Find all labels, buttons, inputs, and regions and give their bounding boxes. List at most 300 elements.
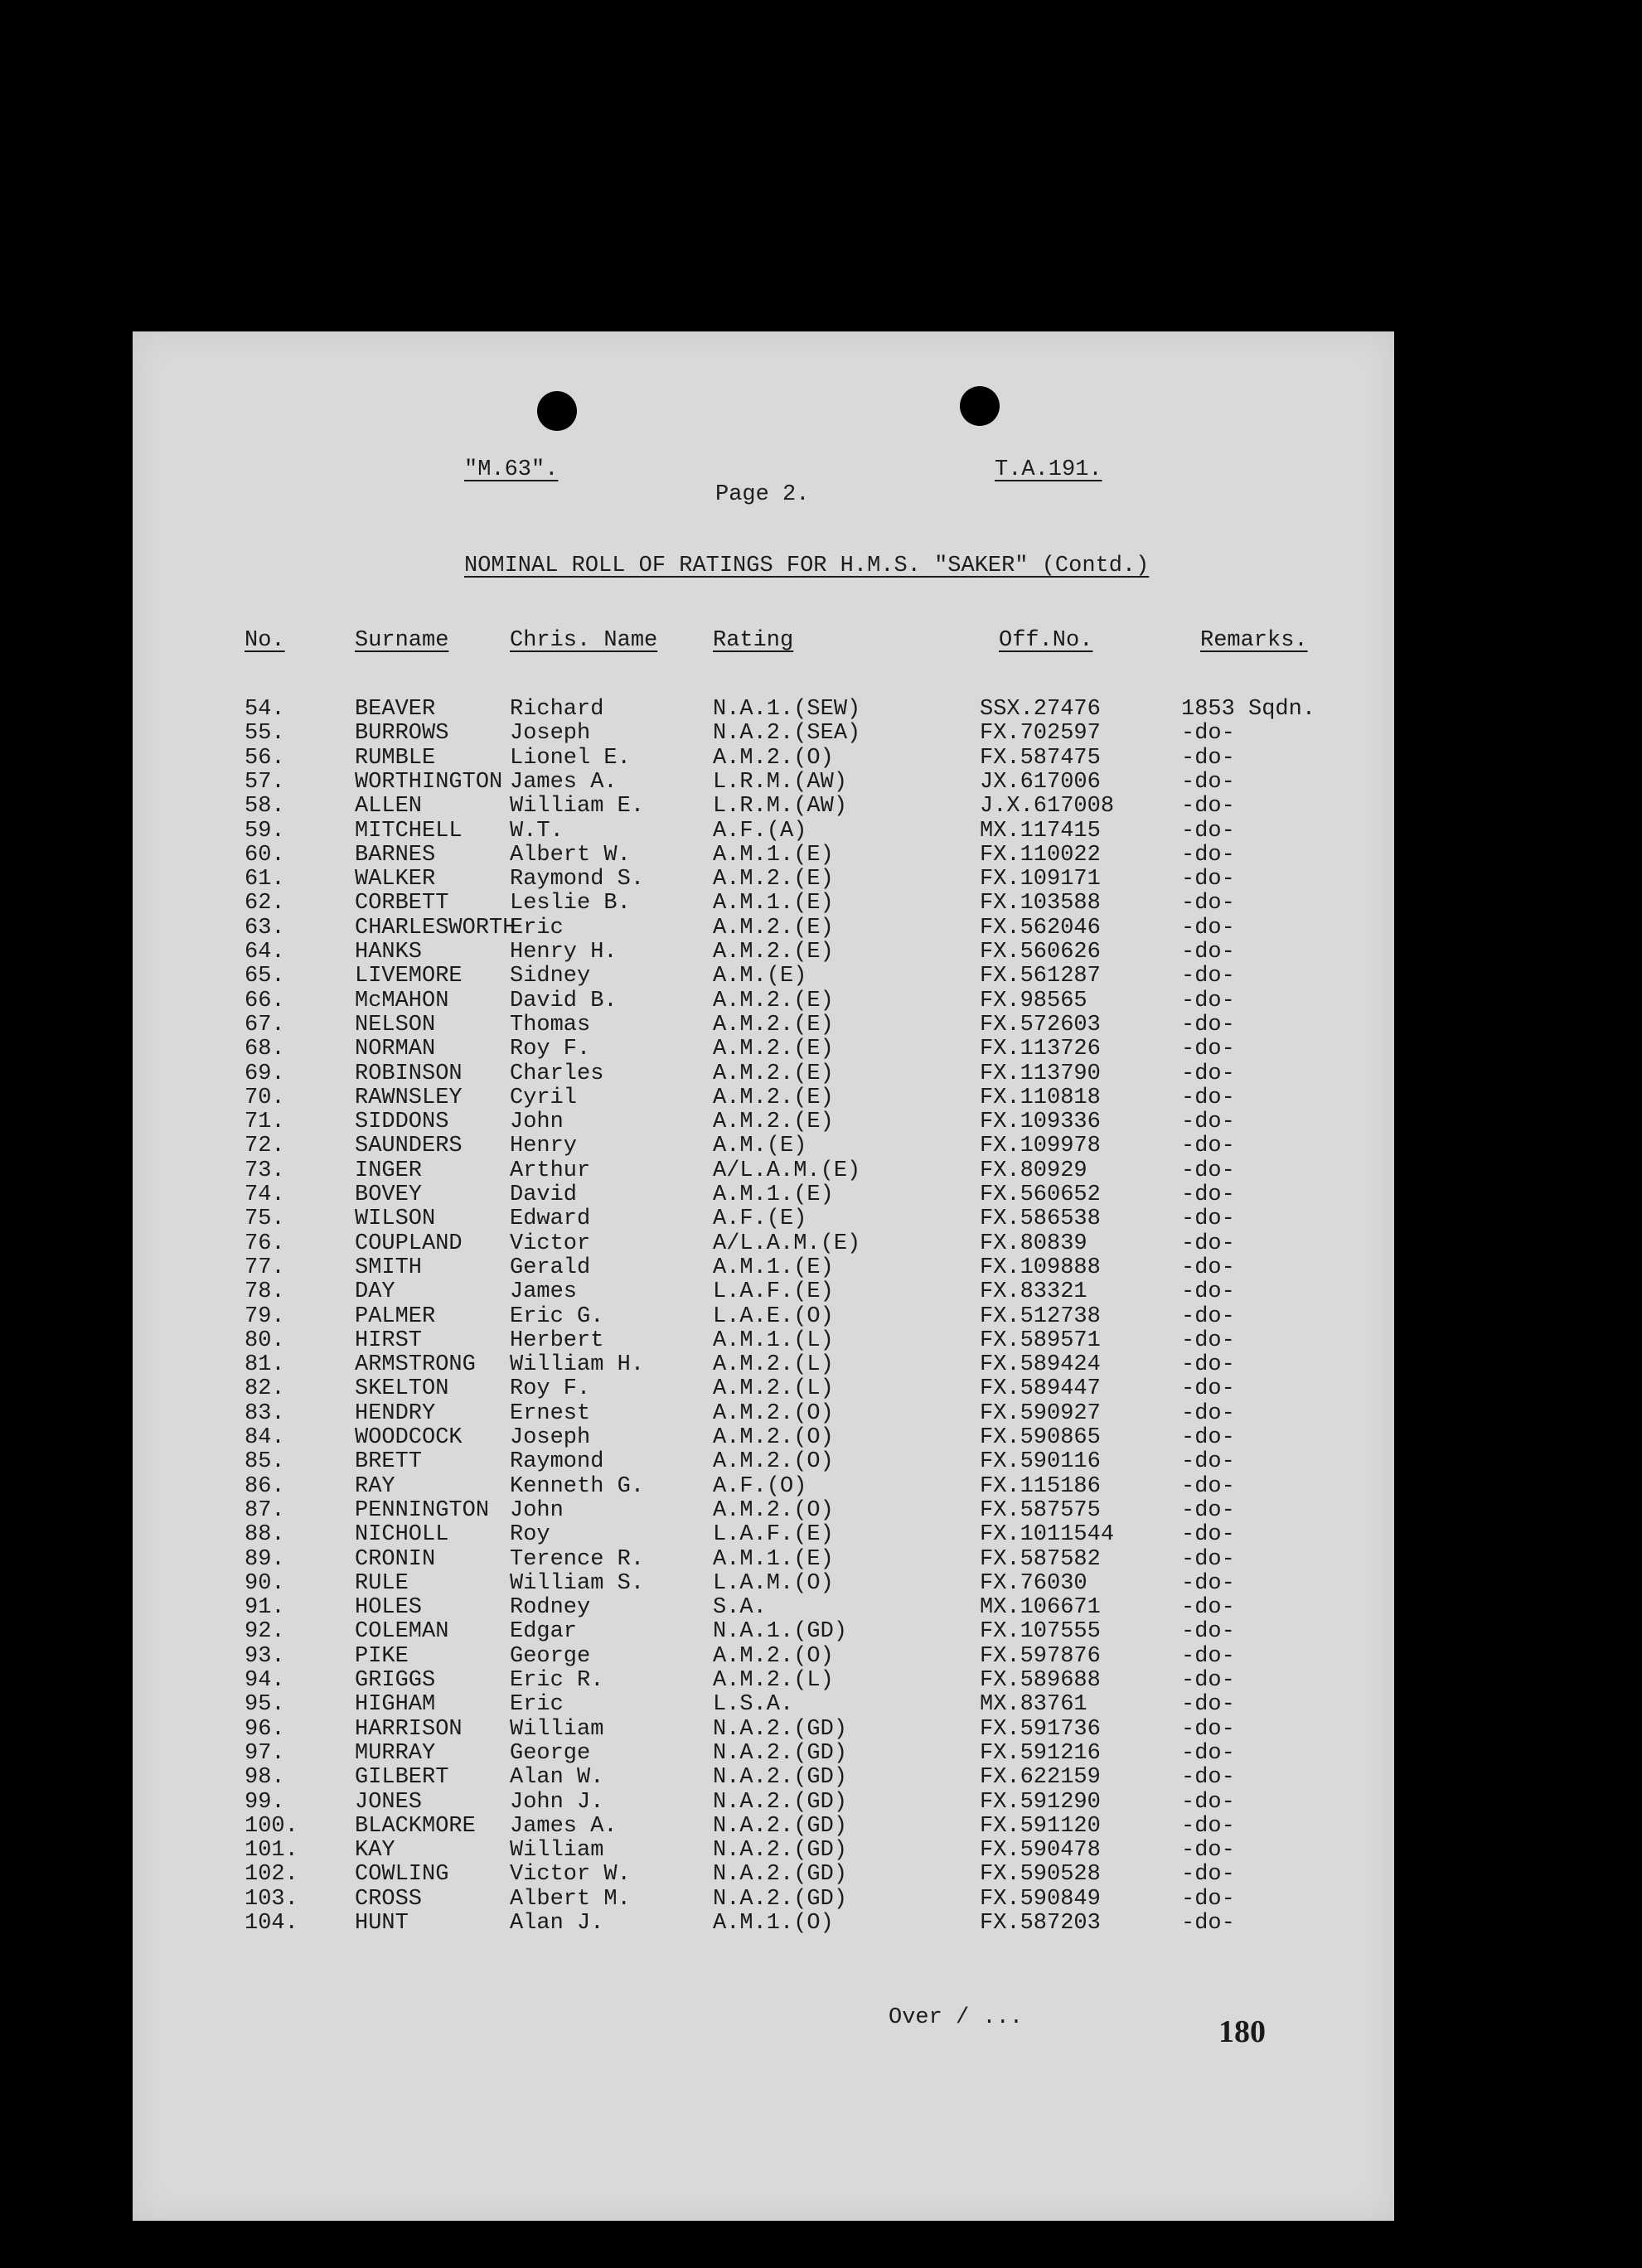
cell-remarks: -do- [1181,988,1235,1013]
cell-christian-name: John J. [510,1789,604,1815]
table-row [133,1256,1394,1280]
cell-christian-name: Albert M. [510,1886,631,1912]
cell-row-number: 65. [245,964,285,989]
cell-surname: MITCHELL [355,818,463,844]
cell-surname: HANKS [355,940,423,965]
table-row [133,1620,1394,1644]
cell-remarks: -do- [1181,1668,1235,1693]
cell-surname: RUMBLE [355,745,436,771]
cell-christian-name: Edgar [510,1619,578,1645]
cell-christian-name: Richard [510,697,604,722]
cell-official-number: FX.113790 [980,1061,1101,1086]
cell-row-number: 89. [245,1546,285,1572]
cell-rating: A.M.2.(O) [713,1400,834,1426]
cell-official-number: MX.117415 [980,818,1101,844]
table-row [133,1888,1394,1912]
cell-remarks: -do- [1181,1643,1235,1669]
cell-remarks: -do- [1181,1862,1235,1888]
cell-official-number: FX.591290 [980,1789,1101,1815]
cell-remarks: -do- [1181,1303,1235,1329]
cell-row-number: 63. [245,915,285,941]
cell-remarks: -do- [1181,1716,1235,1742]
cell-surname: BURROWS [355,721,449,747]
cell-row-number: 59. [245,818,285,844]
table-row [133,1645,1394,1669]
cell-rating: A.M.2.(E) [713,940,834,965]
cell-remarks: -do- [1181,1037,1235,1062]
cell-row-number: 92. [245,1619,285,1645]
cell-row-number: 82. [245,1376,285,1402]
table-row [133,1839,1394,1863]
cell-official-number: FX.107555 [980,1619,1101,1645]
cell-christian-name: George [510,1740,591,1766]
cell-rating: N.A.2.(SEA) [713,721,861,747]
cell-surname: WALKER [355,867,436,892]
table-row [133,1742,1394,1766]
cell-rating: L.R.M.(AW) [713,769,848,795]
cell-surname: COUPLAND [355,1231,463,1256]
cell-surname: ROBINSON [355,1061,463,1086]
cell-surname: CHARLESWORTH [355,915,516,941]
table-row [133,1232,1394,1256]
cell-remarks: -do- [1181,1085,1235,1110]
table-row [133,1280,1394,1304]
cell-christian-name: Alan J. [510,1911,604,1936]
cell-surname: BARNES [355,842,436,868]
cell-surname: DAY [355,1279,395,1305]
cell-christian-name: Raymond [510,1449,604,1475]
reference-right: T.A.191. [995,457,1102,482]
table-row [133,1377,1394,1401]
table-row [133,698,1394,722]
table-row [133,1450,1394,1474]
cell-christian-name: Sidney [510,964,591,989]
table-row [133,1305,1394,1329]
cell-official-number: FX.589424 [980,1352,1101,1378]
cell-rating: S.A. [713,1595,767,1621]
cell-rating: A.M.2.(E) [713,988,834,1013]
page-number: Page 2. [715,482,810,507]
cell-row-number: 57. [245,769,285,795]
cell-rating: A.F.(E) [713,1207,807,1232]
cell-rating: A.M.2.(E) [713,1085,834,1110]
cell-surname: CRONIN [355,1546,436,1572]
cell-row-number: 96. [245,1716,285,1742]
cell-rating: N.A.2.(GD) [713,1765,848,1791]
cell-remarks: -do- [1181,1279,1235,1305]
cell-remarks: -do- [1181,1886,1235,1912]
cell-rating: L.A.M.(O) [713,1570,834,1596]
cell-surname: JONES [355,1789,423,1815]
cell-surname: HENDRY [355,1400,436,1426]
cell-christian-name: William E. [510,794,645,820]
cell-remarks: -do- [1181,1911,1235,1936]
cell-rating: L.S.A. [713,1692,794,1718]
cell-christian-name: Kenneth G. [510,1473,645,1499]
cell-row-number: 93. [245,1643,285,1669]
cell-official-number: FX.109336 [980,1110,1101,1135]
cell-surname: SMITH [355,1255,423,1280]
cell-surname: PALMER [355,1303,436,1329]
cell-rating: A.M.(E) [713,1134,807,1159]
cell-rating: A/L.A.M.(E) [713,1158,861,1183]
cell-official-number: FX.512738 [980,1303,1101,1329]
cell-official-number: FX.572603 [980,1012,1101,1037]
column-header-chris-name: Chris. Name [510,628,658,653]
cell-remarks: -do- [1181,940,1235,965]
cell-christian-name: Cyril [510,1085,578,1110]
cell-surname: PENNINGTON [355,1497,490,1523]
cell-christian-name: Leslie B. [510,891,631,916]
cell-row-number: 72. [245,1134,285,1159]
cell-row-number: 85. [245,1449,285,1475]
cell-row-number: 94. [245,1668,285,1693]
cell-christian-name: David [510,1182,578,1207]
cell-official-number: FX.590528 [980,1862,1101,1888]
cell-rating: L.A.F.(E) [713,1522,834,1548]
continued-note: Over / ... [889,2005,1024,2030]
cell-official-number: FX.702597 [980,721,1101,747]
cell-remarks: -do- [1181,1231,1235,1256]
cell-christian-name: Roy F. [510,1376,591,1402]
cell-christian-name: Eric R. [510,1668,604,1693]
table-row [133,1110,1394,1134]
cell-surname: SAUNDERS [355,1134,463,1159]
column-header-surname: Surname [355,628,449,653]
folio-number: 180 [1218,2014,1266,2049]
table-row [133,1353,1394,1377]
cell-christian-name: Herbert [510,1327,604,1353]
cell-official-number: FX.109888 [980,1255,1101,1280]
cell-official-number: FX.590865 [980,1425,1101,1450]
cell-rating: A.M.2.(O) [713,1497,834,1523]
document-title: NOMINAL ROLL OF RATINGS FOR H.M.S. "SAKER" (Contd.) [464,554,1150,578]
cell-row-number: 83. [245,1400,285,1426]
cell-row-number: 55. [245,721,285,747]
cell-christian-name: Gerald [510,1255,591,1280]
cell-christian-name: Thomas [510,1012,591,1037]
column-header-no: No. [245,628,285,653]
cell-rating: A.M.2.(O) [713,745,834,771]
cell-row-number: 74. [245,1182,285,1207]
cell-christian-name: Eric G. [510,1303,604,1329]
cell-christian-name: Terence R. [510,1546,645,1572]
cell-row-number: 78. [245,1279,285,1305]
cell-official-number: FX.560652 [980,1182,1101,1207]
cell-remarks: -do- [1181,1740,1235,1766]
table-row [133,1863,1394,1887]
table-row [133,1062,1394,1086]
cell-surname: HOLES [355,1595,423,1621]
table-row [133,1766,1394,1790]
cell-surname: WOODCOCK [355,1425,463,1450]
cell-row-number: 104. [245,1911,298,1936]
table-row [133,820,1394,844]
cell-christian-name: Eric [510,915,564,941]
cell-remarks: -do- [1181,818,1235,844]
cell-christian-name: Albert W. [510,842,631,868]
cell-rating: A.M.2.(L) [713,1376,834,1402]
cell-christian-name: George [510,1643,591,1669]
cell-row-number: 81. [245,1352,285,1378]
cell-rating: A.M.2.(L) [713,1668,834,1693]
cell-rating: A.M.2.(E) [713,1037,834,1062]
cell-surname: CROSS [355,1886,423,1912]
cell-rating: N.A.2.(GD) [713,1886,848,1912]
column-header-rating: Rating [713,628,794,653]
cell-remarks: -do- [1181,1400,1235,1426]
cell-christian-name: William S. [510,1570,645,1596]
table-row [133,1134,1394,1158]
cell-official-number: FX.590927 [980,1400,1101,1426]
cell-surname: WILSON [355,1207,436,1232]
cell-surname: RAWNSLEY [355,1085,463,1110]
table-row [133,1475,1394,1499]
cell-row-number: 80. [245,1327,285,1353]
cell-official-number: FX.587582 [980,1546,1101,1572]
table-row [133,795,1394,819]
cell-remarks: -do- [1181,1546,1235,1572]
cell-official-number: FX.590478 [980,1838,1101,1864]
cell-christian-name: Joseph [510,721,591,747]
cell-surname: INGER [355,1158,423,1183]
cell-rating: A.M.2.(E) [713,915,834,941]
cell-christian-name: Raymond S. [510,867,645,892]
table-row [133,1037,1394,1061]
cell-row-number: 87. [245,1497,285,1523]
cell-rating: N.A.2.(GD) [713,1862,848,1888]
cell-official-number: FX.561287 [980,964,1101,989]
cell-official-number: FX.80839 [980,1231,1087,1256]
cell-christian-name: Eric [510,1692,564,1718]
cell-official-number: FX.109171 [980,867,1101,892]
cell-christian-name: Victor W. [510,1862,631,1888]
cell-row-number: 70. [245,1085,285,1110]
cell-rating: L.R.M.(AW) [713,794,848,820]
cell-row-number: 77. [245,1255,285,1280]
cell-remarks: -do- [1181,1134,1235,1159]
cell-official-number: J.X.617008 [980,794,1115,820]
reference-left: "M.63". [464,457,559,482]
cell-row-number: 66. [245,988,285,1013]
cell-row-number: 79. [245,1303,285,1329]
cell-rating: N.A.1.(SEW) [713,697,861,722]
cell-remarks: -do- [1181,1595,1235,1621]
cell-rating: A.M.(E) [713,964,807,989]
cell-surname: HIRST [355,1327,423,1353]
cell-remarks: -do- [1181,794,1235,820]
cell-row-number: 95. [245,1692,285,1718]
cell-rating: N.A.2.(GD) [713,1813,848,1839]
cell-official-number: FX.597876 [980,1643,1101,1669]
cell-rating: N.A.2.(GD) [713,1740,848,1766]
cell-surname: GRIGGS [355,1668,436,1693]
cell-official-number: FX.110022 [980,842,1101,868]
cell-christian-name: Ernest [510,1400,591,1426]
cell-remarks: -do- [1181,1522,1235,1548]
cell-surname: WORTHINGTON [355,769,503,795]
table-row [133,1791,1394,1815]
cell-remarks: -do- [1181,1570,1235,1596]
cell-christian-name: John [510,1110,564,1135]
cell-remarks: -do- [1181,915,1235,941]
cell-row-number: 99. [245,1789,285,1815]
cell-surname: COLEMAN [355,1619,449,1645]
cell-remarks: -do- [1181,891,1235,916]
cell-remarks: -do- [1181,1425,1235,1450]
cell-official-number: MX.83761 [980,1692,1087,1718]
table-row [133,1426,1394,1450]
nominal-roll-table [133,331,1394,2221]
cell-christian-name: James A. [510,769,618,795]
cell-row-number: 101. [245,1838,298,1864]
cell-official-number: FX.103588 [980,891,1101,916]
cell-row-number: 73. [245,1158,285,1183]
cell-surname: RAY [355,1473,395,1499]
cell-rating: A.M.1.(E) [713,1182,834,1207]
cell-official-number: FX.1011544 [980,1522,1115,1548]
cell-row-number: 84. [245,1425,285,1450]
table-row [133,771,1394,795]
cell-christian-name: Henry H. [510,940,618,965]
cell-official-number: FX.109978 [980,1134,1101,1159]
cell-row-number: 88. [245,1522,285,1548]
cell-rating: A.M.1.(L) [713,1327,834,1353]
table-row [133,1523,1394,1547]
cell-official-number: FX.115186 [980,1473,1101,1499]
table-row [133,722,1394,746]
cell-surname: ALLEN [355,794,423,820]
cell-remarks: -do- [1181,1182,1235,1207]
cell-remarks: -do- [1181,1207,1235,1232]
cell-remarks: -do- [1181,1158,1235,1183]
cell-remarks: -do- [1181,964,1235,989]
cell-surname: SIDDONS [355,1110,449,1135]
cell-remarks: -do- [1181,1813,1235,1839]
cell-row-number: 97. [245,1740,285,1766]
table-row [133,747,1394,771]
table-row [133,1013,1394,1037]
cell-official-number: FX.591216 [980,1740,1101,1766]
cell-christian-name: Charles [510,1061,604,1086]
table-row [133,941,1394,965]
cell-rating: A.M.1.(O) [713,1911,834,1936]
table-row [133,1693,1394,1717]
cell-surname: COWLING [355,1862,449,1888]
cell-official-number: FX.589571 [980,1327,1101,1353]
cell-christian-name: William [510,1838,604,1864]
cell-official-number: FX.587475 [980,745,1101,771]
cell-rating: A/L.A.M.(E) [713,1231,861,1256]
table-row [133,1207,1394,1231]
cell-remarks: -do- [1181,1012,1235,1037]
cell-row-number: 75. [245,1207,285,1232]
cell-rating: A.M.1.(E) [713,842,834,868]
cell-christian-name: David B. [510,988,618,1013]
cell-surname: RULE [355,1570,409,1596]
cell-christian-name: John [510,1497,564,1523]
cell-remarks: -do- [1181,745,1235,771]
cell-official-number: JX.617006 [980,769,1101,795]
cell-rating: A.M.2.(O) [713,1425,834,1450]
cell-christian-name: Joseph [510,1425,591,1450]
table-row [133,1548,1394,1572]
cell-surname: MURRAY [355,1740,436,1766]
cell-official-number: FX.591736 [980,1716,1101,1742]
cell-remarks: -do- [1181,1376,1235,1402]
table-row [133,965,1394,989]
cell-row-number: 98. [245,1765,285,1791]
cell-row-number: 91. [245,1595,285,1621]
cell-surname: LIVEMORE [355,964,463,989]
table-row [133,1596,1394,1620]
table-row [133,1329,1394,1353]
table-row [133,868,1394,892]
cell-remarks: -do- [1181,842,1235,868]
table-row [133,1815,1394,1839]
cell-rating: N.A.1.(GD) [713,1619,848,1645]
cell-rating: A.M.2.(E) [713,867,834,892]
cell-official-number: FX.587203 [980,1911,1101,1936]
table-row [133,892,1394,916]
document-page [133,331,1394,2221]
cell-remarks: -do- [1181,1765,1235,1791]
cell-official-number: FX.589447 [980,1376,1101,1402]
cell-surname: NORMAN [355,1037,436,1062]
table-row [133,1159,1394,1183]
cell-official-number: FX.591120 [980,1813,1101,1839]
cell-remarks: -do- [1181,1497,1235,1523]
cell-surname: SKELTON [355,1376,449,1402]
cell-rating: A.M.2.(E) [713,1061,834,1086]
cell-christian-name: William [510,1716,604,1742]
cell-rating: N.A.2.(GD) [713,1716,848,1742]
cell-rating: A.F.(O) [713,1473,807,1499]
cell-official-number: FX.80929 [980,1158,1087,1183]
cell-christian-name: James A. [510,1813,618,1839]
cell-official-number: FX.562046 [980,915,1101,941]
table-row [133,1402,1394,1426]
cell-remarks: -do- [1181,721,1235,747]
cell-row-number: 58. [245,794,285,820]
cell-christian-name: Lionel E. [510,745,631,771]
table-row [133,1718,1394,1742]
cell-surname: BOVEY [355,1182,423,1207]
cell-row-number: 71. [245,1110,285,1135]
cell-surname: HIGHAM [355,1692,436,1718]
cell-row-number: 90. [245,1570,285,1596]
cell-surname: BRETT [355,1449,423,1475]
cell-surname: CORBETT [355,891,449,916]
cell-row-number: 64. [245,940,285,965]
cell-surname: HUNT [355,1911,409,1936]
cell-remarks: -do- [1181,1789,1235,1815]
cell-christian-name: Henry [510,1134,578,1159]
cell-christian-name: James [510,1279,578,1305]
table-row [133,1912,1394,1936]
cell-remarks: -do- [1181,1255,1235,1280]
cell-christian-name: Roy F. [510,1037,591,1062]
column-header-off-no: Off.No. [999,628,1093,653]
cell-row-number: 100. [245,1813,298,1839]
cell-row-number: 56. [245,745,285,771]
cell-remarks: -do- [1181,1692,1235,1718]
cell-rating: L.A.E.(O) [713,1303,834,1329]
cell-surname: BLACKMORE [355,1813,476,1839]
table-row [133,844,1394,868]
cell-remarks: -do- [1181,1619,1235,1645]
cell-surname: NELSON [355,1012,436,1037]
